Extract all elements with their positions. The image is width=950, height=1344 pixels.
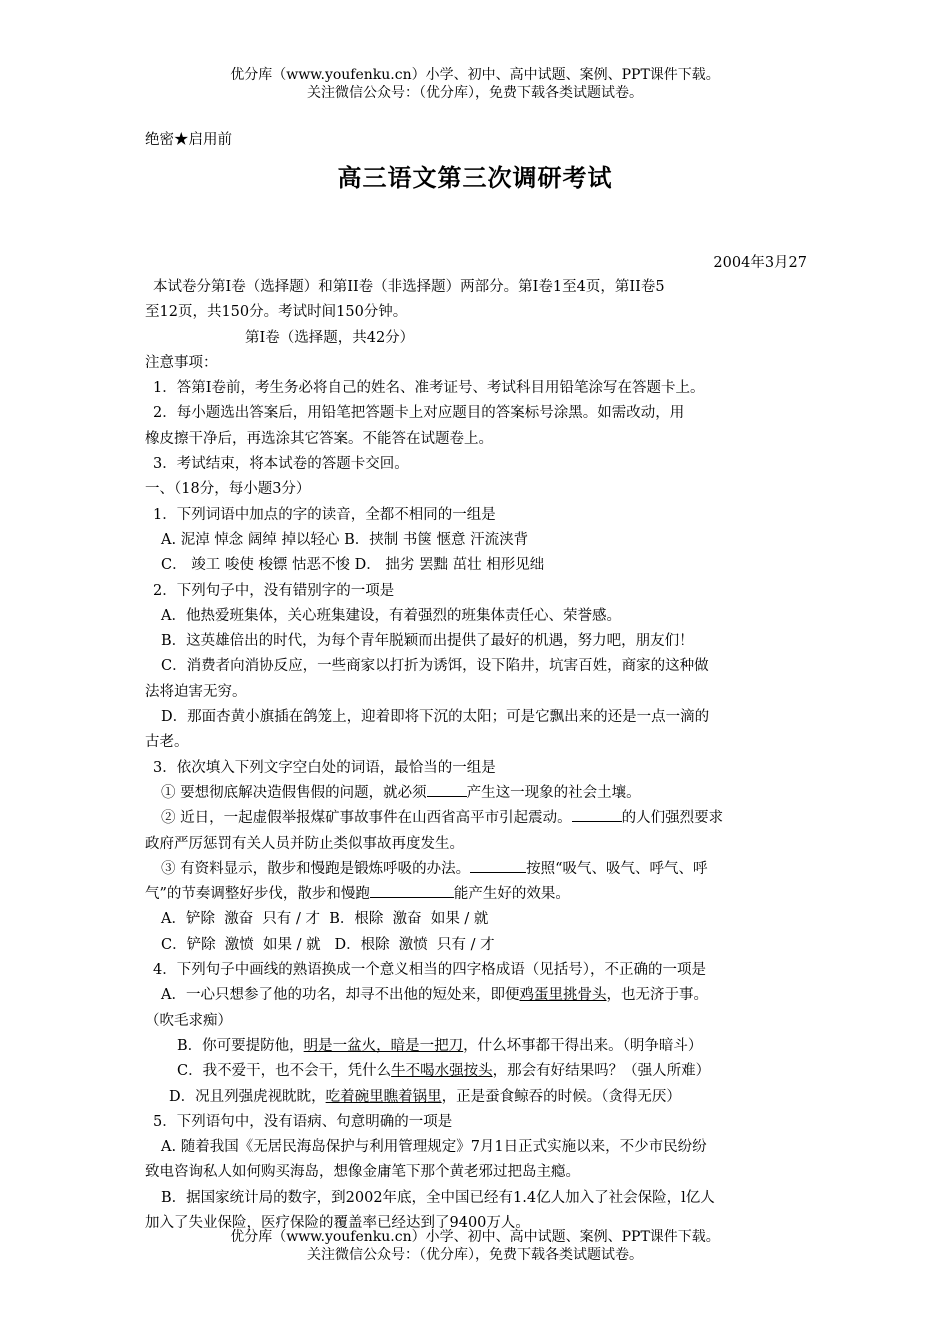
q1-options-row-1: A. 泥淖 悼念 阔绰 掉以轻心 B．挟制 书箧 惬意 汗流浃背 bbox=[161, 531, 529, 548]
q2-option-a: A．他热爱班集体，关心班集建设，有着强烈的班集体责任心、荣誉感。 bbox=[161, 607, 621, 624]
q3-options-ab: A．铲除 激奋 只有 / 才 B．根除 激奋 如果 / 就 bbox=[161, 911, 489, 928]
q4-d-underlined: 吃着碗里瞧着锅里 bbox=[325, 1088, 442, 1105]
q4-option-d: D．况且列强虎视眈眈，吃着碗里瞧着锅里，正是蚕食鲸吞的时候。（贪得无厌） bbox=[169, 1088, 681, 1105]
q3-sentence-2: ② 近日，一起虚假举报煤矿事故事件在山西省高平市引起震动。 的人们强烈要求 bbox=[145, 806, 807, 831]
intro-line-2: 至12页，共150分。考试时间150分钟。 bbox=[145, 304, 408, 321]
q2-option-d-cont: 古老。 bbox=[145, 734, 189, 751]
note-2a: 2．每小题选出答案后，用铅笔把答题卡上对应题目的答案标号涂黑。如需改动，用 bbox=[153, 405, 685, 422]
footer-line-2: 关注微信公众号：（优分库），免费下载各类试题试卷。 bbox=[307, 1247, 643, 1263]
q2-option-c-cont: 法将迫害无穷。 bbox=[145, 683, 247, 700]
q3-options-cd: C．铲除 激愤 如果 / 就 D．根除 激愤 只有 / 才 bbox=[161, 936, 495, 953]
q4-a-underlined: 鸡蛋里挑骨头 bbox=[519, 987, 607, 1004]
q4-option-a: A．一心只想参了他的功名，却寻不出他的短处来，即便鸡蛋里挑骨头，也无济于事。 bbox=[161, 987, 708, 1004]
exam-date: 2004年3月27 bbox=[713, 255, 807, 271]
q5-option-a: A. 随着我国《无居民海岛保护与利用管理规定》7月1日正式实施以来，不少市民纷纷 bbox=[161, 1139, 707, 1156]
note-2b: 橡皮擦干净后，再选涂其它答案。不能答在试题卷上。 bbox=[145, 430, 493, 447]
page-footer bbox=[0, 1228, 950, 1264]
intro-line-1: 本试卷分第I卷（选择题）和第II卷（非选择题）两部分。第I卷1至4页，第II卷5 bbox=[153, 279, 665, 295]
page-title: 高三语文第三次调研考试 bbox=[337, 163, 613, 192]
q2-option-b: B．这英雄倍出的时代，为每个青年脱颖而出提供了最好的机遇，努力吧，朋友们！ bbox=[161, 633, 694, 650]
note-1: 1．答第I卷前，考生务必将自己的姓名、准考证号、考试科目用铅笔涂写在答题卡上。 bbox=[153, 380, 705, 397]
q4-option-c: C．我不爱干，也不会干，凭什么牛不喝水强按头，那会有好结果吗？（强人所难） bbox=[177, 1063, 711, 1080]
footer-line-1: 优分库（www.youfenku.cn）小学、初中、高中试题、案例、PPT课件下载。 bbox=[230, 1229, 720, 1245]
secret-label: 绝密★启用前 bbox=[145, 132, 232, 148]
header-line-2: 关注微信公众号：（优分库），免费下载各类试题试卷。 bbox=[307, 85, 643, 101]
q5-option-b: B．据国家统计局的数字，到2002年底，全中国已经有1.4亿人加入了社会保险，l亿人 bbox=[161, 1189, 715, 1206]
q3-sentence-1: ① 要想彻底解决造假售假的问题，就必须 产生这一现象的社会土壤。 bbox=[145, 781, 807, 806]
q4-b-underlined: 明是一盆火，暗是一把刀 bbox=[303, 1037, 464, 1054]
exam-body bbox=[145, 275, 807, 1236]
q3-sentence-3-cont: 气”的节奏调整好步伐，散步和慢跑 能产生好的效果。 bbox=[145, 882, 807, 907]
q3-sentence-2-cont: 政府严厉惩罚有关人员并防止类似事故再度发生。 bbox=[145, 835, 464, 852]
q4-option-b: B．你可要提防他，明是一盆火，暗是一把刀，什么坏事都干得出来。（明争暗斗） bbox=[177, 1037, 703, 1054]
q2-option-d: D．那面杏黄小旗插在鸽笼上，迎着即将下沉的太阳；可是它飘出来的还是一点一滴的 bbox=[161, 709, 710, 726]
q5-option-b-cont: 加入了失业保险，医疗保险的覆盖率已经达到了9400万人。 bbox=[145, 1214, 530, 1231]
note-3: 3．考试结束，将本试卷的答题卡交回。 bbox=[153, 456, 409, 473]
q4-option-a-cont: （吹毛求痴） bbox=[145, 1012, 232, 1029]
q2-option-c: C．消费者向消协反应，一些商家以打折为诱饵，设下陷井，坑害百姓，商家的这种做 bbox=[161, 658, 709, 675]
notes-title: 注意事项： bbox=[145, 354, 218, 371]
q5-option-a-cont: 致电咨询私人如何购买海岛，想像金庸笔下那个黄老邪过把岛主瘾。 bbox=[145, 1164, 580, 1181]
q2-stem: 2．下列句子中，没有错别字的一项是 bbox=[153, 582, 395, 599]
section-heading: 第I卷（选择题，共42分） bbox=[245, 329, 415, 346]
q4-c-underlined: 牛不喝水强按头 bbox=[391, 1063, 493, 1080]
header-line-1: 优分库（www.youfenku.cn）小学、初中、高中试题、案例、PPT课件下载。 bbox=[230, 67, 720, 83]
q3-sentence-3: ③ 有资料显示，散步和慢跑是锻炼呼吸的办法。 按照“吸气、吸气、呼气、呼 bbox=[145, 857, 807, 882]
q1-stem: 1．下列词语中加点的字的读音，全都不相同的一组是 bbox=[153, 506, 496, 523]
q4-stem: 4．下列句子中画线的熟语换成一个意义相当的四字格成语（见括号），不正确的一项是 bbox=[153, 962, 706, 979]
q3-stem: 3．依次填入下列文字空白处的词语，最恰当的一组是 bbox=[153, 759, 496, 776]
part-1-heading: 一、（18分，每小题3分） bbox=[145, 481, 311, 498]
q5-stem: 5．下列语句中，没有语病、句意明确的一项是 bbox=[153, 1113, 453, 1130]
page-header bbox=[0, 66, 950, 102]
q1-options-row-2: C． 竣工 唆使 梭镖 怙恶不悛 D． 拙劣 罢黜 茁壮 相形见绌 bbox=[161, 557, 545, 574]
